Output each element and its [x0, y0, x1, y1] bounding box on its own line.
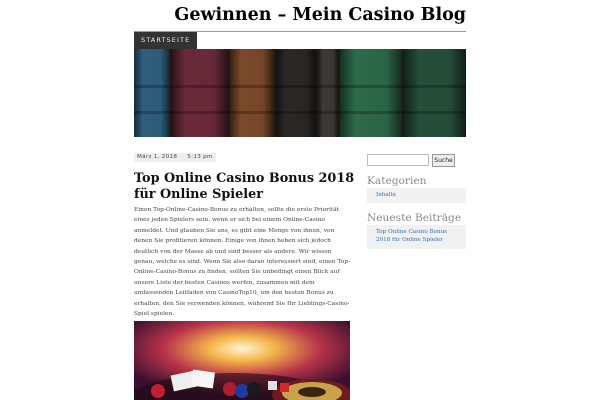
post-date[interactable]: März 1, 2018	[137, 154, 178, 160]
post-image	[134, 321, 350, 400]
casino-image	[134, 321, 350, 400]
post-body: Einen Top-Online-Casino-Bonus zu erhalten, sollte die erste Priorität eines jeden Spielers sein, wenn er sich bei einem Online-Casino anmeldet. Und glauben Sie uns, es gibt eine Menge von ihnen, von denen Sie profitieren können. Einige von ihnen heben sich jedoch deutlich von der Masse ab und sind besser als andere. Wir wissen genau, welche es sind. Wenn Sie also daran interessiert sind, einen Top-Online-Casino-Bonus zu finden, sollten Sie unbedingt einen Blick auf unsere Liste der besten Casinos werfen, zusammen mit dem umfassenden Leitfaden von CasinoTop10, um den besten Bonus zu erhalten, den Sie verwenden können, während Sie Ihr Lieblings-Casino-Spiel spielen.	[134, 207, 351, 318]
search-input[interactable]	[367, 154, 429, 166]
search-button[interactable]: Suche	[432, 154, 455, 167]
site-title[interactable]: Gewinnen – Mein Casino Blog	[174, 5, 466, 25]
header-image	[134, 49, 466, 137]
post-meta	[134, 153, 216, 162]
category-link-inhalte[interactable]: Inhalte	[376, 192, 397, 198]
post-time: 5:13 pm	[187, 154, 213, 160]
recent-posts-title: Neueste Beiträge	[367, 212, 462, 224]
recent-posts-list	[367, 225, 466, 249]
nav-item-startseite[interactable]: STARTSEITE	[134, 32, 197, 49]
recent-post-link[interactable]: Top Online Casino Bonus 2018 für Online Spieler	[376, 229, 448, 243]
categories-list	[367, 188, 466, 203]
book-spines-image	[134, 49, 466, 137]
post-title[interactable]: Top Online Casino Bonus 2018 für Online Spieler	[134, 171, 355, 202]
main-nav	[134, 32, 197, 49]
categories-title: Kategorien	[367, 175, 427, 187]
